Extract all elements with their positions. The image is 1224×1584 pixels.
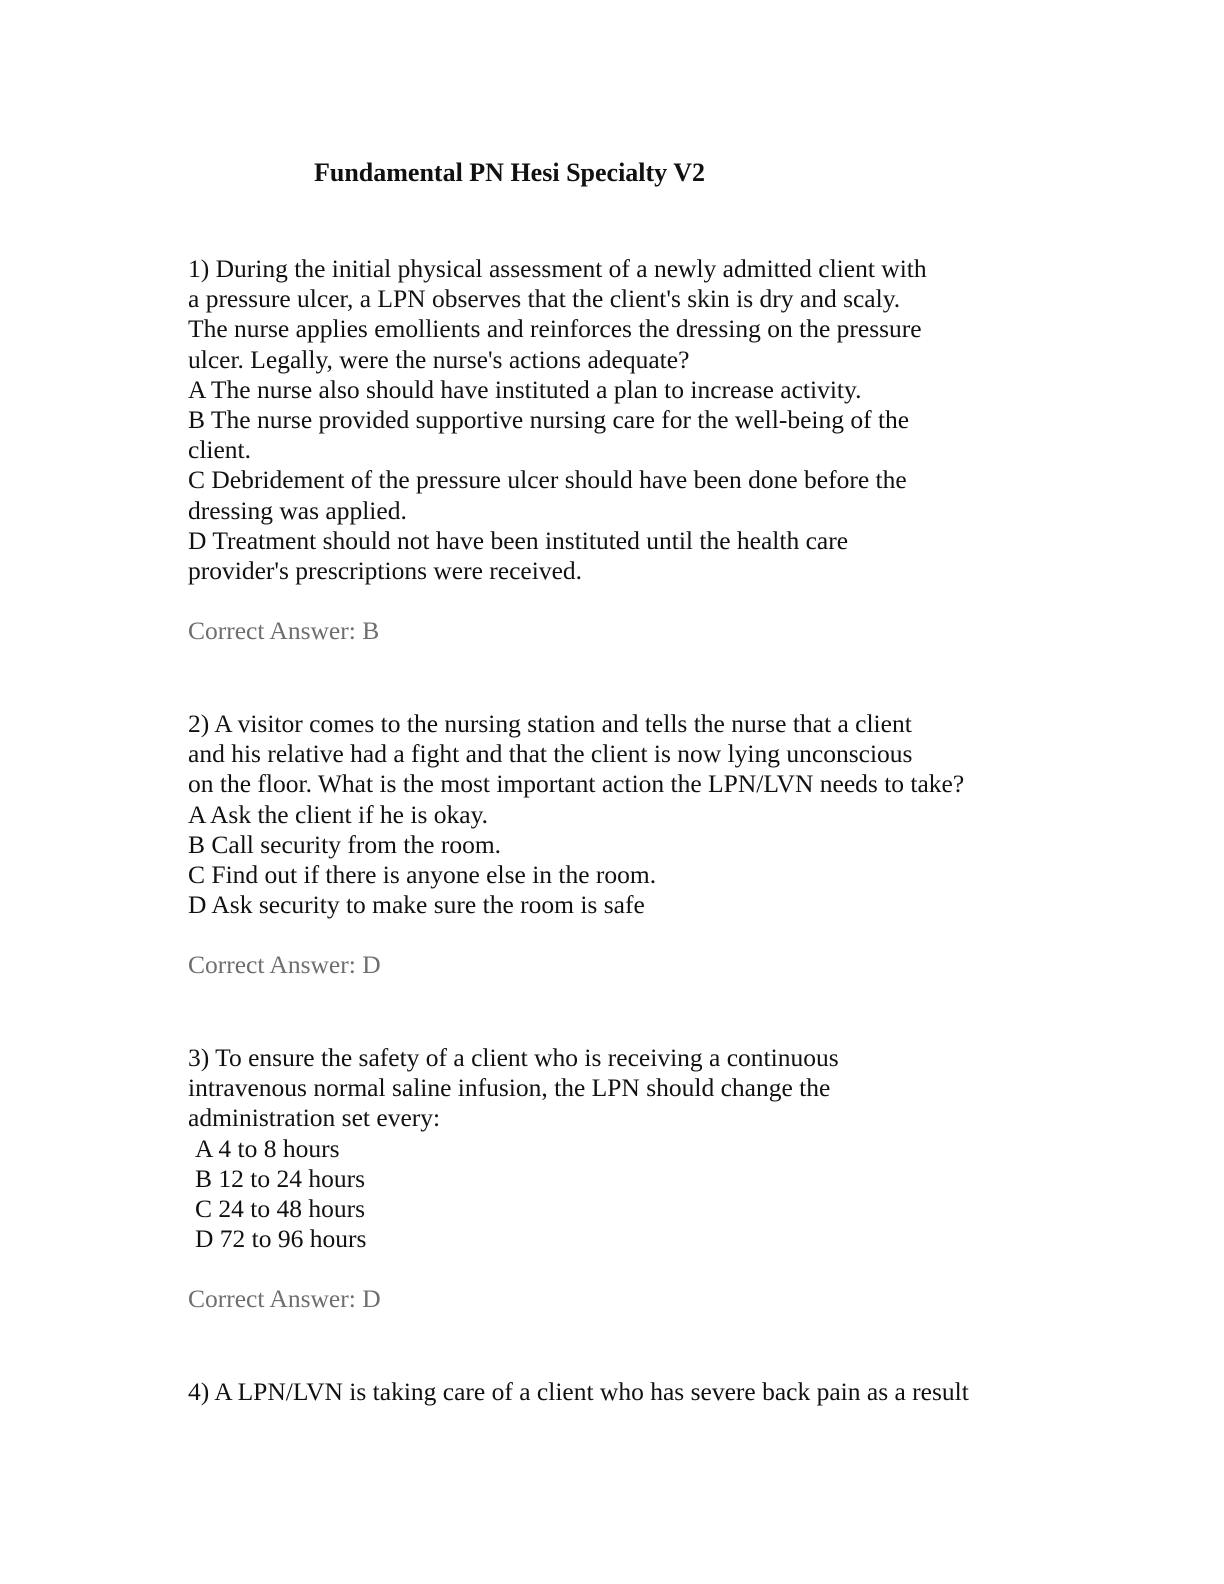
question-stem-line: intravenous normal saline infusion, the LPN should change the [188, 1073, 831, 1103]
option-a: A Ask the client if he is okay. [188, 799, 489, 829]
option-d: D Treatment should not have been instituted until the health care [188, 525, 849, 555]
option-b: B Call security from the room. [188, 829, 502, 859]
option-d-continued: provider's prescriptions were received. [188, 556, 583, 586]
question-stem-line: a pressure ulcer, a LPN observes that the client's skin is dry and scaly. [188, 284, 901, 314]
question-stem-line: 3) To ensure the safety of a client who is receiving a continuous [188, 1043, 839, 1072]
document-title: Fundamental PN Hesi Specialty V2 [314, 158, 705, 187]
correct-answer: Correct Answer: D [188, 950, 381, 980]
question-2 [188, 709, 964, 981]
question-stem-line: 2) A visitor comes to the nursing station and tells the nurse that a client [188, 709, 912, 738]
correct-answer: Correct Answer: D [188, 1284, 381, 1314]
question-stem-line: on the floor. What is the most important action the LPN/LVN needs to take? [188, 769, 965, 799]
question-stem-line: administration set every: [188, 1103, 441, 1133]
option-c: C Find out if there is anyone else in the room. [188, 860, 657, 890]
question-stem-line: The nurse applies emollients and reinforces the dressing on the pressure [188, 314, 922, 344]
question-stem-line: and his relative had a fight and that the client is now lying unconscious [188, 739, 913, 769]
question-stem-line: 4) A LPN/LVN is taking care of a client who has severe back pain as a result [188, 1377, 969, 1406]
question-4 [188, 1377, 969, 1407]
option-b-continued: client. [188, 435, 252, 465]
option-d: D 72 to 96 hours [195, 1224, 367, 1254]
question-3 [188, 1043, 839, 1315]
correct-answer: Correct Answer: B [188, 616, 380, 646]
option-c: C 24 to 48 hours [195, 1194, 366, 1224]
option-b: B The nurse provided supportive nursing care for the well-being of the [188, 405, 910, 435]
question-stem-line: ulcer. Legally, were the nurse's actions adequate? [188, 344, 690, 374]
question-stem-line: 1) During the initial physical assessment of a newly admitted client with [188, 254, 927, 283]
option-a: A 4 to 8 hours [195, 1133, 340, 1163]
option-a: A The nurse also should have instituted a plan to increase activity. [188, 374, 862, 404]
option-c: C Debridement of the pressure ulcer should have been done before the [188, 465, 907, 495]
question-1 [188, 254, 927, 646]
option-c-continued: dressing was applied. [188, 495, 407, 525]
option-d: D Ask security to make sure the room is safe [188, 890, 645, 920]
option-b: B 12 to 24 hours [195, 1163, 366, 1193]
